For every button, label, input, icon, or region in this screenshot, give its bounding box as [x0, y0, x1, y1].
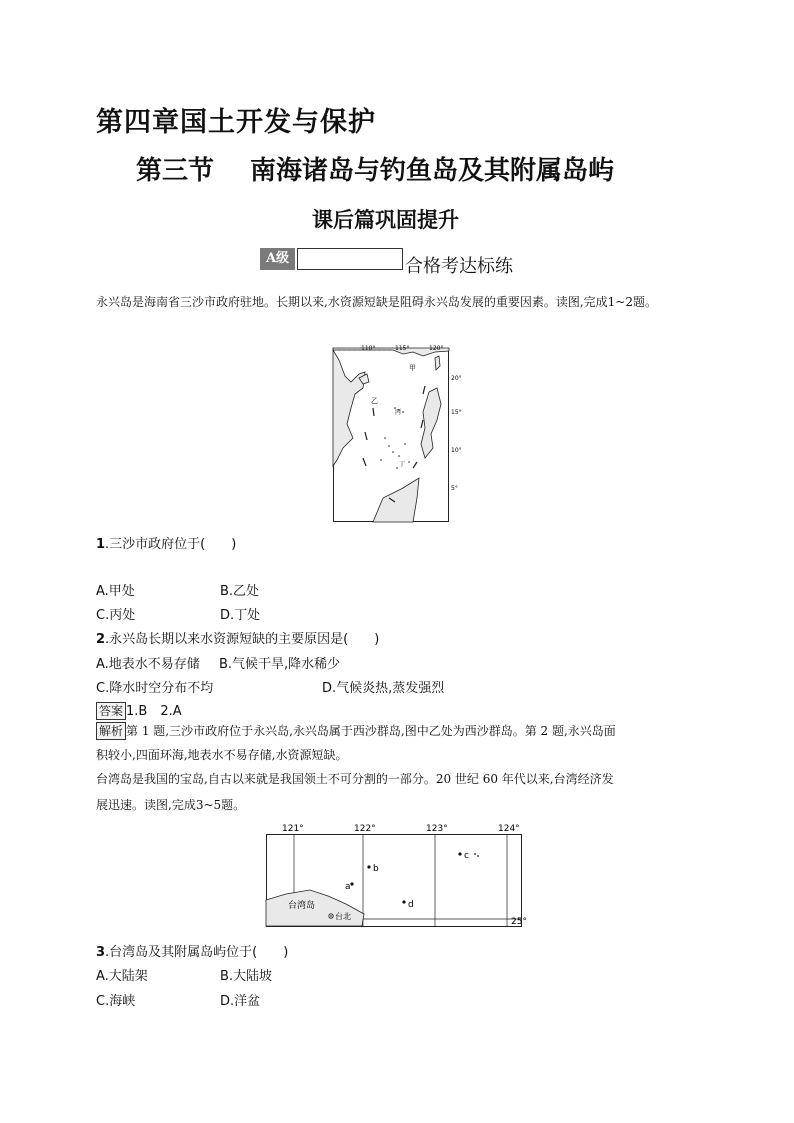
q2-option-c[interactable]: C.降水时空分布不均 [96, 681, 214, 696]
point-c-label: c [464, 851, 469, 861]
level-text: 合格考达标练 [405, 256, 513, 277]
q2-option-d[interactable]: D.气候炎热,蒸发强烈 [322, 681, 445, 696]
analysis-tag: 解析 [96, 722, 126, 740]
level-badge: A级 [260, 248, 295, 270]
point-d-marker [402, 900, 405, 903]
map1-lon-label: 110° [361, 345, 376, 352]
question-3 [96, 941, 288, 960]
point-d-label: d [408, 900, 414, 910]
section-title [136, 150, 614, 187]
q1-option-c[interactable]: C.丙处 [96, 608, 136, 623]
point-c-marker [458, 852, 461, 855]
map2-lon-label: 121° [282, 824, 304, 834]
q1-option-d[interactable]: D.丁处 [220, 608, 261, 623]
map1-lat-label: 20° [451, 375, 462, 382]
q1-option-b[interactable]: B.乙处 [220, 584, 260, 599]
taiwan-island-label: 台湾岛 [288, 901, 316, 911]
q2-option-b[interactable]: B.气候干旱,降水稀少 [219, 657, 341, 672]
map1-label-bing: 丙 [395, 409, 402, 416]
answer-line [96, 700, 182, 720]
intro-paragraph-2-line-2: 展迅速。读图,完成3~5题。 [96, 798, 246, 812]
q2-option-a[interactable]: A.地表水不易存储 [96, 657, 200, 672]
q3-option-b[interactable]: B.大陆坡 [220, 969, 273, 984]
question-3-number: 3 [96, 945, 106, 960]
analysis-line-1 [96, 722, 616, 740]
taipei-label: 台北 [335, 912, 351, 921]
answer-text: 1.B 2.A [126, 704, 182, 719]
answer-tag: 答案 [96, 702, 126, 720]
map2-lon-label: 124° [498, 824, 520, 834]
question-2-number: 2 [96, 632, 106, 647]
map2-lat-label: 25° [511, 917, 527, 927]
intro-paragraph-1: 永兴岛是海南省三沙市政府驻地。长期以来,水资源短缺是阻碍永兴岛发展的重要因素。读图,完成1~2题。 [96, 295, 657, 309]
question-1-text: .三沙市政府位于( ) [105, 537, 237, 552]
intro-paragraph-2-line-1: 台湾岛是我国的宝岛,自古以来就是我国领土不可分割的一部分。20 世纪 60 年代以来,台湾经济发 [96, 772, 614, 786]
map1-lat-label: 5° [451, 485, 458, 492]
q3-option-c[interactable]: C.海峡 [96, 994, 136, 1009]
point-a-marker [350, 882, 353, 885]
map1-lon-label: 120° [429, 345, 444, 352]
point-b-marker [367, 865, 370, 868]
map1-label-jia: 甲 [409, 364, 416, 372]
question-1 [96, 533, 236, 552]
map1-lat-label: 15° [451, 409, 462, 416]
q3-option-a[interactable]: A.大陆架 [96, 969, 148, 984]
page-subtitle: 课后篇巩固提升 [312, 207, 459, 232]
point-a-label: a [345, 882, 351, 892]
q1-option-a[interactable]: A.甲处 [96, 584, 135, 599]
q3-option-d[interactable]: D.洋盆 [220, 994, 261, 1009]
map1-lon-label: 115° [395, 345, 410, 352]
analysis-line-2: 积较小,四面环海,地表水不易存储,水资源短缺。 [96, 748, 348, 762]
map1-lat-label: 10° [451, 447, 462, 454]
question-2-text: .永兴岛长期以来水资源短缺的主要原因是( ) [105, 632, 380, 647]
map1-label-ding: 丁 [399, 461, 406, 468]
map2-lon-label: 122° [354, 824, 376, 834]
taiwan-area-map [266, 822, 530, 928]
map1-label-yi: 乙 [371, 397, 378, 405]
question-1-number: 1 [96, 537, 106, 552]
section-number: 第三节 [136, 156, 215, 186]
question-2 [96, 628, 379, 647]
chapter-title: 第四章国土开发与保护 [96, 107, 376, 138]
section-name: 南海诸岛与钓鱼岛及其附属岛屿 [250, 156, 615, 186]
level-box [297, 248, 403, 270]
map2-lon-label: 123° [426, 824, 448, 834]
analysis-text-1: 第 1 题,三沙市政府位于永兴岛,永兴岛属于西沙群岛,图中乙处为西沙群岛。第 2 题,永兴岛面 [126, 724, 616, 738]
question-3-text: .台湾岛及其附属岛屿位于( ) [105, 945, 289, 960]
point-b-label: b [373, 864, 379, 874]
south-china-sea-map [333, 345, 462, 522]
